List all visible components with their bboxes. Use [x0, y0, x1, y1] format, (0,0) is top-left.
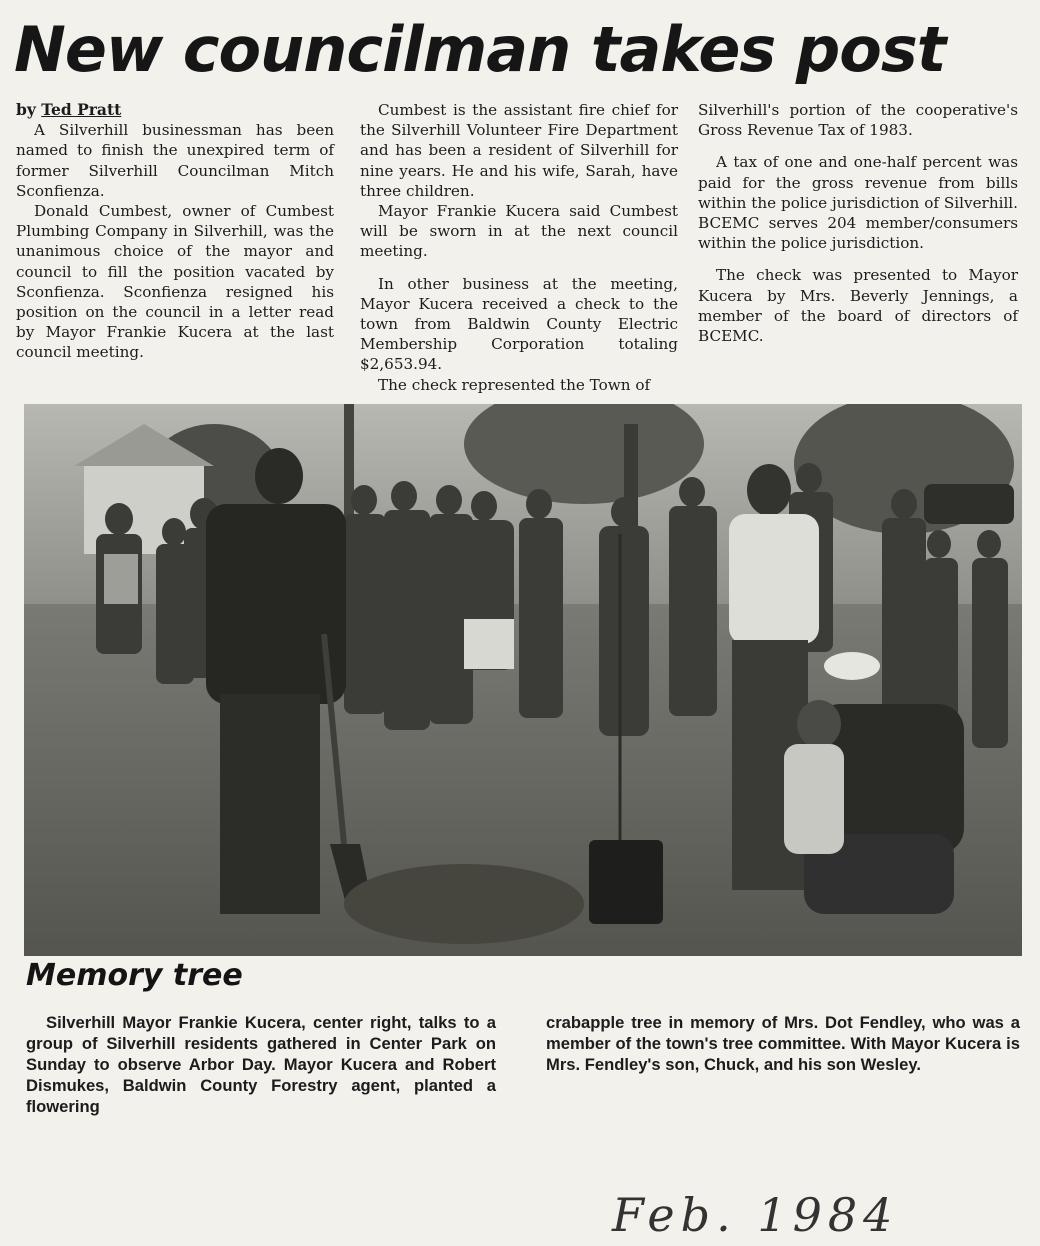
- article-paragraph: A tax of one and one-half percent was paid for the gross revenue from bills within the police jurisdiction of Silverhill. BCEMC serves 204 member/consumers within the police jurisdiction.: [698, 153, 1018, 253]
- article-paragraph: The check was presented to Mayor Kucera by Mrs. Beverly Jennings, a member of the board of directors of BCEMC.: [698, 266, 1018, 346]
- byline-author: Ted Pratt: [41, 100, 122, 119]
- caption-title: Memory tree: [26, 958, 243, 993]
- caption-column-left: [26, 1012, 496, 1117]
- article-column-3: [698, 100, 1018, 346]
- article-paragraph: The check represented the Town of: [378, 375, 651, 394]
- article-column-1: [16, 100, 334, 363]
- article-paragraph: A Silverhill businessman has been named to finish the unexpired term of former Silverhill Councilman Mitch Sconfienza.: [16, 121, 334, 200]
- caption-text: Silverhill Mayor Frankie Kucera, center right, talks to a group of Silverhill residents gathered in Center Park on Sunday to observe Arbor Day. Mayor Kucera and Robert Dismukes, Baldwin County Forestry agent, planted a flowering: [26, 1013, 496, 1116]
- article-paragraph: Cumbest is the assistant fire chief for the Silverhill Volunteer Fire Department and has been a resident of Silverhill for nine years. He and his wife, Sarah, have three children.: [360, 101, 678, 200]
- article-paragraph: Mayor Frankie Kucera said Cumbest will be sworn in at the next council meeting.: [360, 202, 678, 261]
- headline: New councilman takes post: [14, 13, 946, 86]
- byline-prefix: by: [16, 100, 42, 119]
- byline: [16, 100, 334, 120]
- news-photo: [24, 404, 1022, 956]
- article-paragraph: In other business at the meeting, Mayor Kucera received a check to the town from Baldwin County Electric Membership Corporation totaling $2,653.94.: [360, 274, 678, 374]
- article-paragraph: Donald Cumbest, owner of Cumbest Plumbing Company in Silverhill, was the unanimous choice of the mayor and council to fill the position vacated by Sconfienza. Sconfienza resigned his position on the council in a letter read by Mayor Frankie Kucera at the last council meeting.: [16, 202, 334, 362]
- handwritten-date: Feb. 1984: [612, 1188, 899, 1242]
- article-column-2: [360, 100, 678, 395]
- photo-illustration: [24, 404, 1022, 956]
- caption-text: crabapple tree in memory of Mrs. Dot Fendley, who was a member of the town's tree committee. With Mayor Kucera is Mrs. Fendley's son, Chuck, and his son Wesley.: [546, 1013, 1020, 1074]
- article-paragraph: Silverhill's portion of the cooperative's Gross Revenue Tax of 1983.: [698, 101, 1018, 140]
- caption-column-right: [546, 1012, 1020, 1075]
